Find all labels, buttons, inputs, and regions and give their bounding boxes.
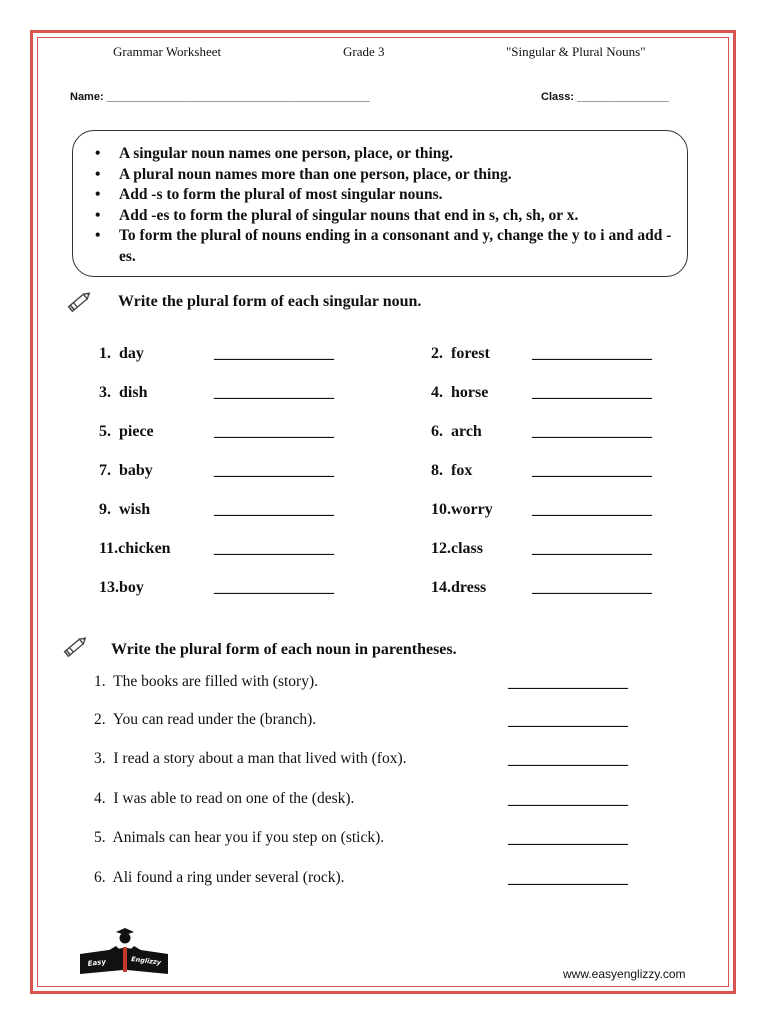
list-item: 1. day — [99, 345, 144, 362]
answer-blank[interactable]: _______________ — [508, 870, 628, 887]
list-item: 7. baby — [99, 462, 153, 479]
section2-instruction: Write the plural form of each noun in parentheses. — [111, 641, 457, 658]
answer-blank[interactable]: _______________ — [508, 751, 628, 768]
logo-text-left: Easy — [87, 957, 107, 968]
book-reader-logo — [78, 928, 170, 974]
list-item: 9. wish — [99, 501, 151, 518]
answer-blank[interactable]: _______________ — [214, 345, 334, 362]
pencil-icon — [66, 287, 94, 315]
list-item: 5. piece — [99, 423, 154, 440]
answer-blank[interactable]: _______________ — [532, 423, 652, 440]
website-url[interactable]: www.easyenglizzy.com — [563, 967, 686, 981]
answer-blank[interactable]: _______________ — [214, 462, 334, 479]
list-item: 10.worry — [431, 501, 493, 518]
header-worksheet-title: Grammar Worksheet — [113, 44, 222, 59]
list-item: 11.chicken — [99, 540, 171, 557]
answer-blank[interactable]: _______________ — [532, 345, 652, 362]
list-item: 2. forest — [431, 345, 490, 362]
answer-blank[interactable]: _______________ — [508, 712, 628, 729]
answer-blank[interactable]: _______________ — [532, 462, 652, 479]
rule-item: • Add -es to form the plural of singular nouns that end in s, ch, sh, or x. — [95, 206, 579, 224]
answer-blank[interactable]: _______________ — [532, 384, 652, 401]
list-item: 4. horse — [431, 384, 489, 401]
rule-item: • A plural noun names more than one person, place, or thing. — [95, 165, 512, 183]
logo-text-right: Englizzy — [130, 955, 162, 967]
header-topic: "Singular & Plural Nouns" — [506, 44, 646, 59]
sentence-item: 1. The books are filled with (story). — [94, 673, 318, 690]
answer-blank[interactable]: _______________ — [508, 674, 628, 691]
sentence-item: 3. I read a story about a man that lived with (fox). — [94, 750, 407, 767]
answer-blank[interactable]: _______________ — [214, 384, 334, 401]
class-field-label: Class: _______________ — [541, 91, 669, 103]
answer-blank[interactable]: _______________ — [508, 830, 628, 847]
list-item: 13.boy — [99, 579, 144, 596]
sentence-item: 2. You can read under the (branch). — [94, 711, 317, 728]
pencil-icon — [62, 632, 90, 660]
name-field-label: Name: ___________________________________________ — [70, 91, 370, 103]
sentence-item: 6. Ali found a ring under several (rock). — [94, 869, 345, 886]
rules-list — [95, 144, 679, 267]
sentence-item: 5. Animals can hear you if you step on (stick). — [94, 829, 385, 846]
answer-blank[interactable]: _______________ — [214, 423, 334, 440]
answer-blank[interactable]: _______________ — [214, 501, 334, 518]
list-item: 12.class — [431, 540, 483, 557]
section1-instruction: Write the plural form of each singular noun. — [118, 293, 422, 310]
answer-blank[interactable]: _______________ — [214, 579, 334, 596]
header-grade: Grade 3 — [343, 44, 385, 59]
list-item: 8. fox — [431, 462, 473, 479]
list-item: 14.dress — [431, 579, 487, 596]
rule-item: • A singular noun names one person, place, or thing. — [95, 145, 454, 162]
list-item: 3. dish — [99, 384, 148, 401]
answer-blank[interactable]: _______________ — [214, 540, 334, 557]
answer-blank[interactable]: _______________ — [508, 791, 628, 808]
rule-item: • To form the plural of nouns ending in a consonant and y, change the y to i and add -es. — [95, 227, 672, 265]
list-item: 6. arch — [431, 423, 482, 440]
sentence-item: 4. I was able to read on one of the (desk). — [94, 790, 355, 807]
answer-blank[interactable]: _______________ — [532, 579, 652, 596]
answer-blank[interactable]: _______________ — [532, 540, 652, 557]
answer-blank[interactable]: _______________ — [532, 501, 652, 518]
rule-item: • Add -s to form the plural of most singular nouns. — [95, 186, 443, 203]
